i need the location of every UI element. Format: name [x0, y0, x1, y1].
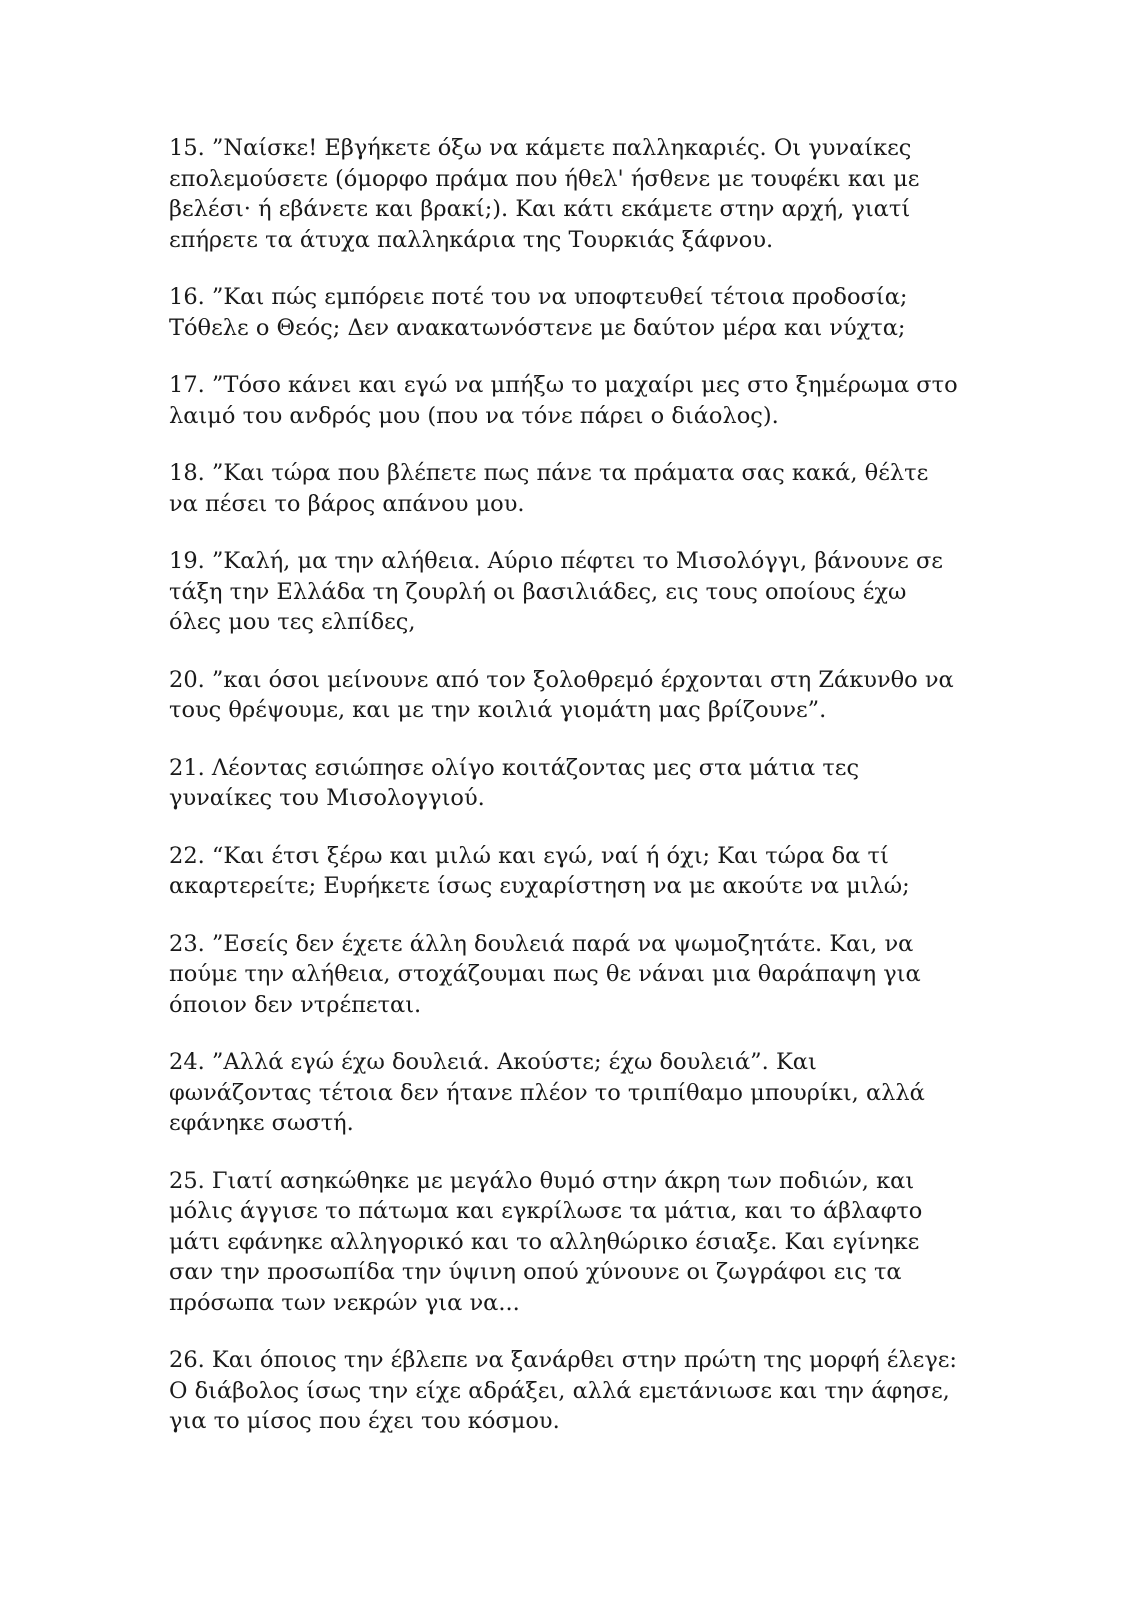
paragraph-25: 25. Γιατί ασηκώθηκε με μεγάλο θυμό στην άκρη των ποδιών, και μόλις άγγισε το πάτωμα και εγκρίλωσε τα μάτια, και το άβλαφτο μάτι εφάνηκε αλληγορικό και το αλληθώρικο έσιαξε. Και εγίνηκε σαν την προσωπίδα την ύψινη οπού χύνουνε οι ζωγράφοι εις τα πρόσωπα των νεκρών για να...: [169, 1167, 923, 1316]
paragraph-26: 26. Και όποιος την έβλεπε να ξανάρθει στην πρώτη της μορφή έλεγε: Ο διάβολος ίσως την είχε αδράξει, αλλά εμετάνιωσε και την άφησε, για το μίσος που έχει του κόσμου.: [169, 1347, 958, 1434]
paragraph-23: 23. ”Εσείς δεν έχετε άλλη δουλειά παρά να ψωμοζητάτε. Και, να πούμε την αλήθεια, στοχάζουμαι πως θε νάναι μια θαράπαψη για όποιον δεν ντρέπεται.: [169, 930, 921, 1018]
paragraph-18: 18. ”Και τώρα που βλέπετε πως πάνε τα πράματα σας κακά, θέλτε να πέσει το βάρος απάνου μου.: [169, 460, 929, 517]
paragraph-16: 16. ”Και πώς εμπόρειε ποτέ του να υποφτευθεί τέτοια προδοσία; Τόθελε ο Θεός; Δεν ανακατωνόστενε με δαύτον μέρα και νύχτα;: [169, 284, 908, 341]
paragraph-20: 20. ”και όσοι μείνουνε από τον ξολοθρεμό έρχονται στη Ζάκυνθο να τους θρέψουμε, και με την κοιλιά γιομάτη μας βρίζουνε”.: [169, 666, 954, 723]
page-body: [169, 133, 959, 1464]
paragraph-21: 21. Λέοντας εσιώπησε ολίγο κοιτάζοντας μες στα μάτια τες γυναίκες του Μισολογγιού.: [169, 754, 860, 811]
paragraph-19: 19. ”Καλή, μα την αλήθεια. Αύριο πέφτει το Μισολόγγι, βάνουνε σε τάξη την Ελλάδα τη ζουρλή οι βασιλιάδες, εις τους οποίους έχω όλες μου τες ελπίδες,: [169, 548, 943, 635]
paragraph-24: 24. ”Αλλά εγώ έχω δουλειά. Ακούστε; έχω δουλειά”. Και φωνάζοντας τέτοια δεν ήτανε πλέον το τριπίθαμο μπουρίκι, αλλά εφάνηκε σωστή.: [169, 1049, 925, 1136]
paragraph-17: 17. ”Τόσο κάνει και εγώ να μπήξω το μαχαίρι μες στο ξημέρωμα στο λαιμό του ανδρός μου (που να τόνε πάρει ο διάολος).: [169, 372, 958, 429]
paragraph-15: 15. ”Ναίσκε! Εβγήκετε όξω να κάμετε παλληκαριές. Οι γυναίκες επολεμούσετε (όμορφο πράμα που ήθελ' ήσθενε με τουφέκι και με βελέσι· ή εβάνετε και βρακί;). Και κάτι εκάμετε στην αρχή, γιατί επήρετε τα άτυχα παλληκάρια της Τουρκιάς ξάφνου.: [169, 135, 920, 253]
paragraph-22: 22. “Και έτσι ξέρω και μιλώ και εγώ, ναί ή όχι; Και τώρα δα τί ακαρτερείτε; Ευρήκετε ίσως ευχαρίστηση να με ακούτε να μιλώ;: [169, 842, 910, 899]
